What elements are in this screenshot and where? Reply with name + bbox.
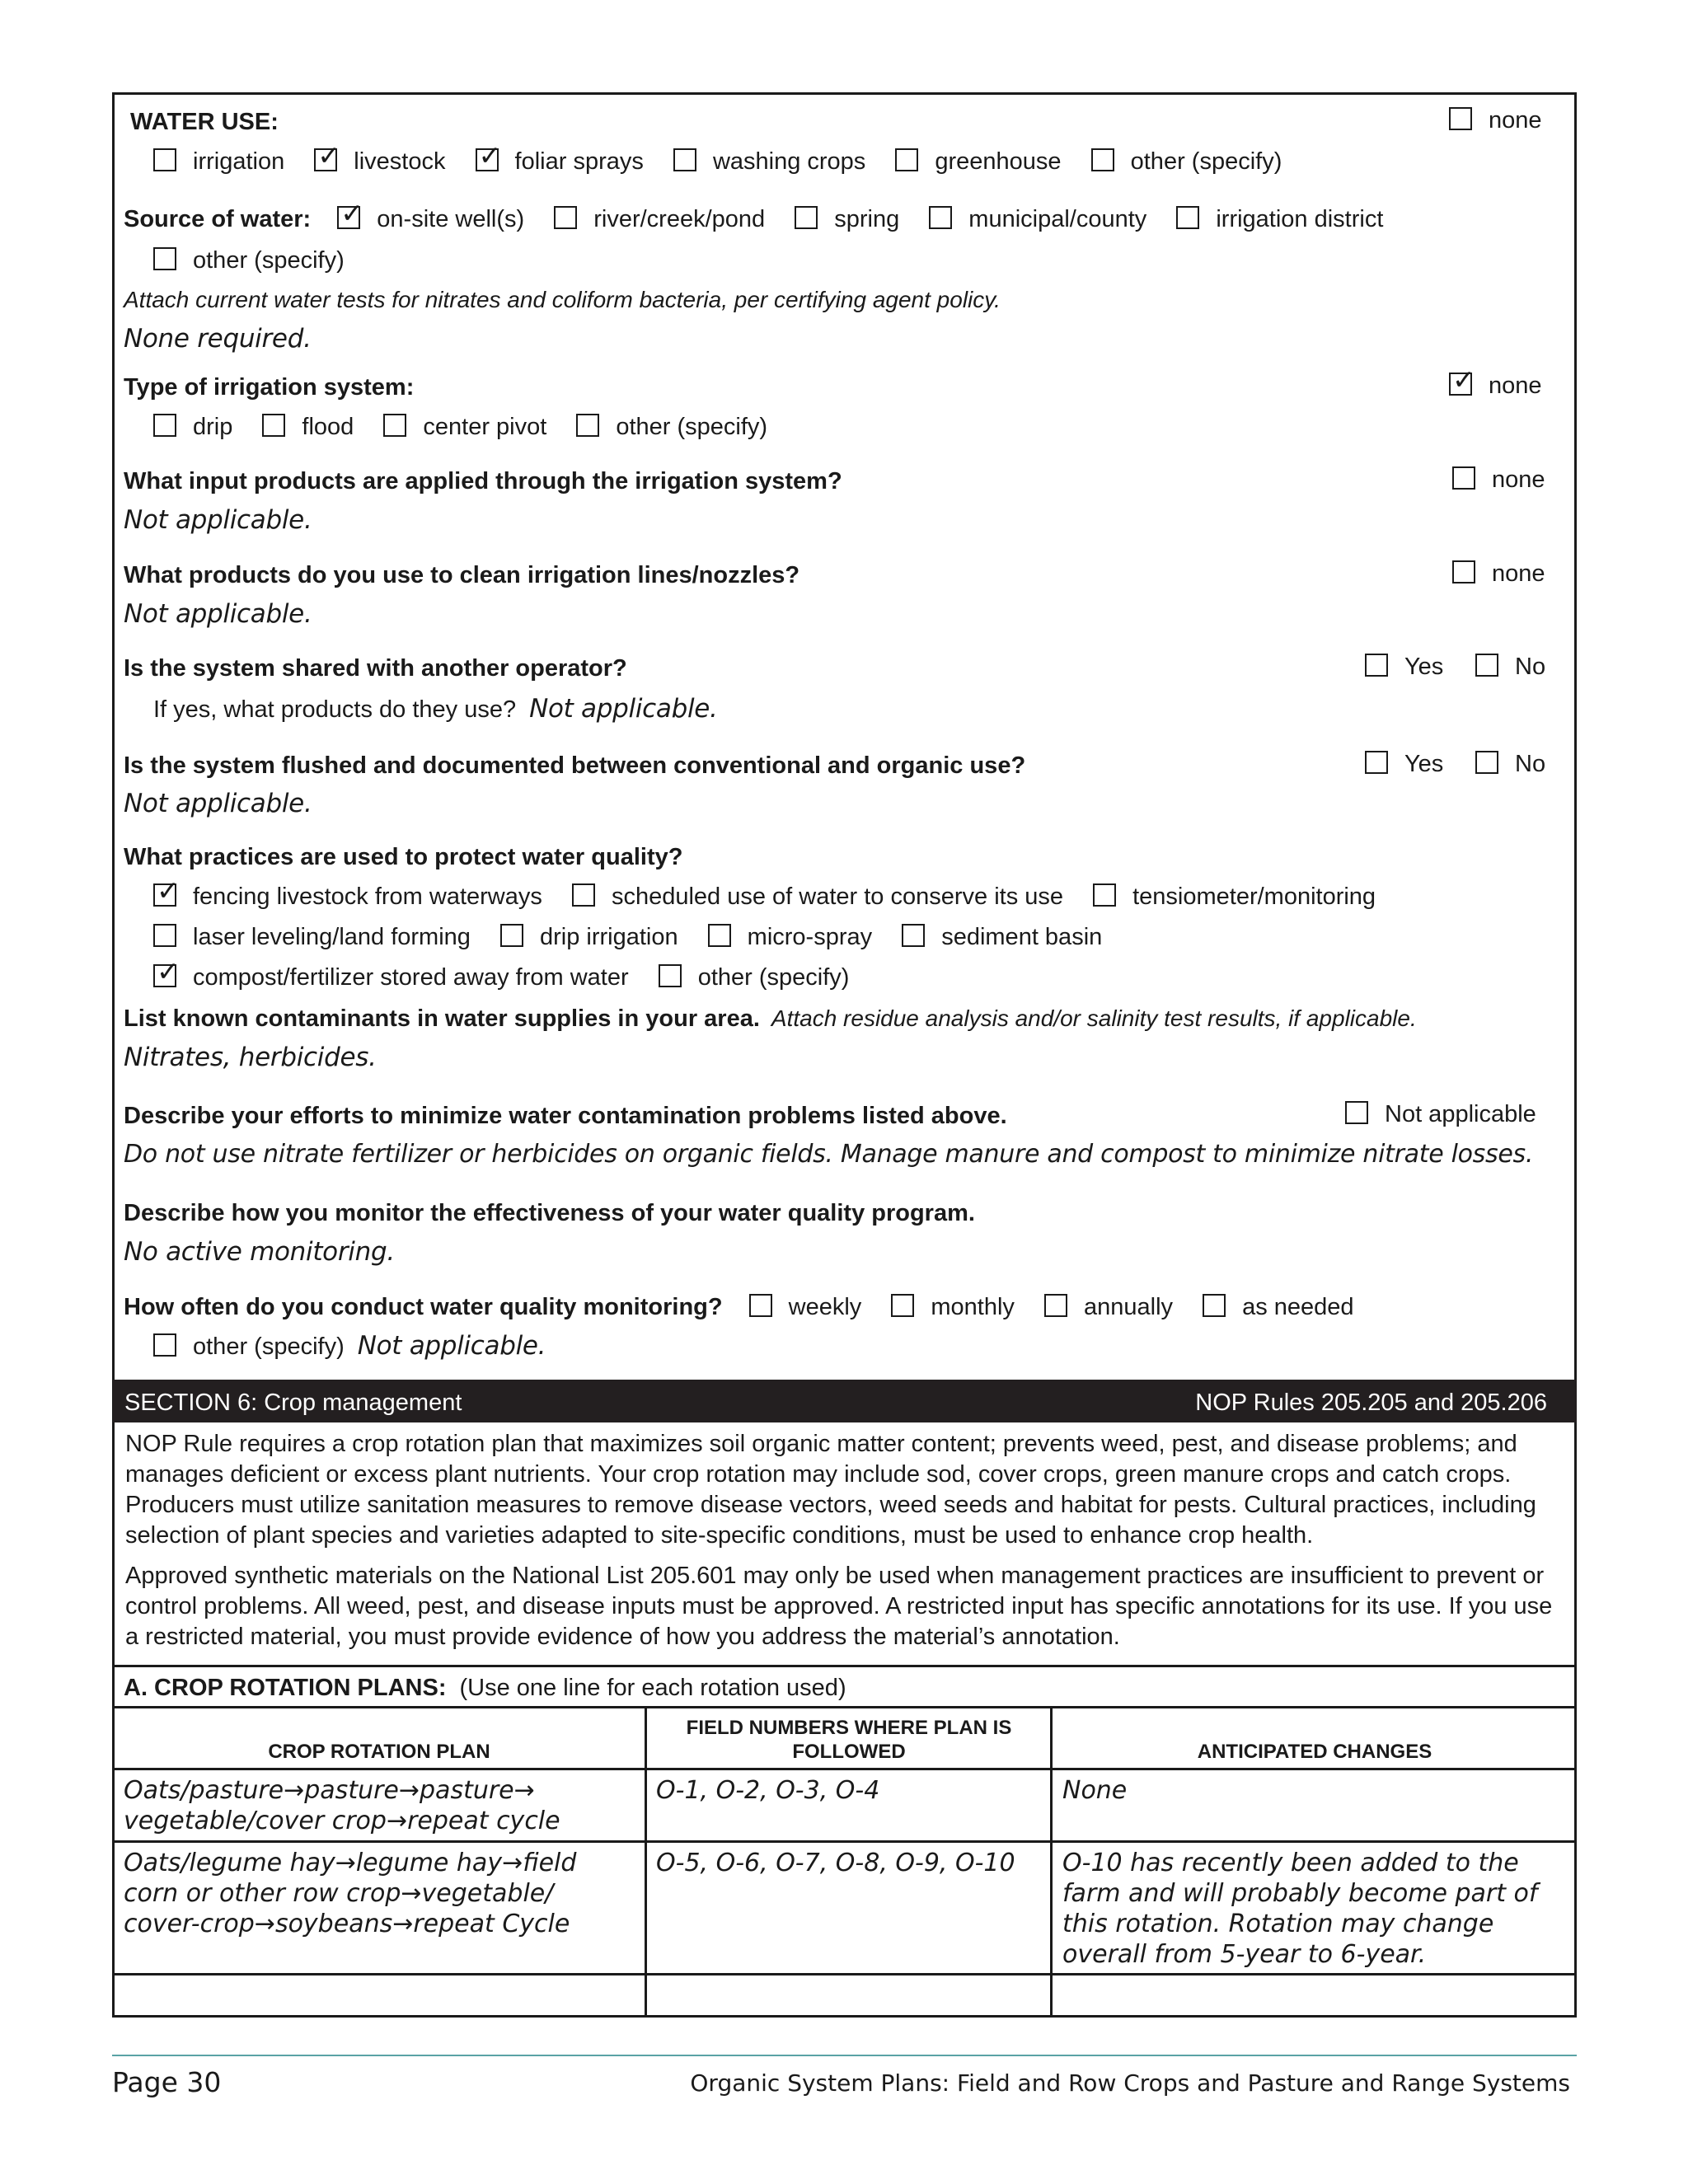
checkbox[interactable] <box>1044 1294 1067 1317</box>
section-title: SECTION 6: Crop management <box>124 1390 462 1416</box>
frequency-row <box>124 1294 1377 1319</box>
option[interactable]: ✓ on-site well(s) <box>337 206 524 232</box>
practices-question: What practices are used to protect water quality? <box>124 844 683 870</box>
shared-question: Is the system shared with another operator? <box>124 655 627 682</box>
shared-followup: If yes, what products do they use? Not applicable. <box>153 694 718 724</box>
footer-rule <box>112 2055 1577 2056</box>
footer-title: Organic System Plans: Field and Row Crops and Pasture and Range Systems <box>690 2069 1570 2097</box>
checkbox[interactable] <box>891 1294 914 1317</box>
clean-lines-question: What products do you use to clean irrigation lines/nozzles? <box>124 562 800 588</box>
divider <box>113 1665 1577 1667</box>
table-cell: Oats/pasture→pasture→pasture→ vegetable/cover crop→repeat cycle <box>124 1776 560 1835</box>
section-paragraph-1: NOP Rule requires a crop rotation plan that maximizes soil organic matter content; prevents weed, pest, and disease problems; and manages deficient or excess plant nutrients. Your crop rotation may include sod, cover crops, green manure crops and catch crops. Producers must utilize sanitation measures to remove disease vectors, weed seeds and habitat for pests. Cultural practices, including selection of plant species and varieties adapted to site-specific conditions, must be used to enhance crop health. <box>125 1431 1536 1549</box>
column-rule <box>1050 1706 1053 2018</box>
checkbox[interactable] <box>1475 654 1498 677</box>
checkbox[interactable]: ✓ <box>476 148 499 171</box>
option[interactable]: micro-spray <box>708 924 872 949</box>
source-title: Source of water: <box>124 206 312 232</box>
checkbox[interactable] <box>153 924 176 947</box>
checkbox[interactable] <box>500 924 523 947</box>
efforts-answer: Do not use nitrate fertilizer or herbicides on organic fields. Manage manure and compost to minimize nitrate losses. <box>124 1140 1534 1169</box>
checkbox[interactable]: ✓ <box>314 148 337 171</box>
checkbox[interactable] <box>383 414 406 437</box>
option[interactable]: ✓ fencing livestock from waterways <box>153 883 542 909</box>
option[interactable]: river/creek/pond <box>554 206 765 232</box>
option[interactable]: annually <box>1044 1294 1173 1319</box>
page-number: Page 30 <box>112 2066 222 2098</box>
checkbox[interactable] <box>1365 654 1388 677</box>
column-header: FIELD NUMBERS WHERE PLAN IS FOLLOWED <box>686 1717 1012 1763</box>
shared-yes[interactable]: Yes <box>1365 654 1443 679</box>
option[interactable]: weekly <box>749 1294 862 1319</box>
source-row <box>124 197 1406 232</box>
option[interactable]: other (specify) <box>1091 148 1282 174</box>
checkbox[interactable] <box>576 414 599 437</box>
checkbox[interactable] <box>929 206 952 229</box>
checkbox[interactable] <box>1365 751 1388 774</box>
monitor-answer: No active monitoring. <box>124 1237 395 1267</box>
monitor-question: Describe how you monitor the effectiveness of your water quality program. <box>124 1200 975 1226</box>
checkbox[interactable]: ✓ <box>153 883 176 907</box>
rotation-title-row: A. CROP ROTATION PLANS: (Use one line for each rotation used) <box>124 1675 846 1701</box>
option[interactable]: other (specify) <box>576 414 767 439</box>
checkbox[interactable] <box>902 924 925 947</box>
option[interactable]: municipal/county <box>929 206 1146 232</box>
checkbox[interactable] <box>659 964 682 987</box>
efforts-not-applicable[interactable]: Not applicable <box>1345 1101 1536 1127</box>
checkbox[interactable] <box>708 924 731 947</box>
practices-row-1 <box>153 874 1399 910</box>
checkbox[interactable] <box>1093 883 1116 907</box>
option[interactable]: drip irrigation <box>500 924 678 949</box>
clean-lines-none[interactable]: none <box>1452 560 1545 586</box>
checkbox[interactable] <box>153 247 176 270</box>
option[interactable]: as needed <box>1203 1294 1353 1319</box>
checkbox[interactable] <box>1176 206 1199 229</box>
irrigation-type-none[interactable]: ✓ none <box>1449 373 1542 398</box>
option[interactable]: tensiometer/monitoring <box>1093 883 1376 909</box>
option[interactable]: ✓ foliar sprays <box>476 148 644 174</box>
shared-no[interactable]: No <box>1475 654 1545 679</box>
water-use-options <box>153 139 1305 175</box>
option[interactable]: irrigation district <box>1176 206 1383 232</box>
column-rule <box>645 1706 647 2018</box>
row-rule <box>113 1973 1577 1975</box>
practices-row-2 <box>153 924 1125 949</box>
option[interactable]: sediment basin <box>902 924 1102 949</box>
source-instruction: Attach current water tests for nitrates and coliform bacteria, per certifying agent policy. <box>124 287 1001 312</box>
checkbox[interactable] <box>795 206 818 229</box>
flushed-question: Is the system flushed and documented between conventional and organic use? <box>124 752 1026 779</box>
contaminants-row: List known contaminants in water supplies in your area. Attach residue analysis and/or salinity test results, if applicable. <box>124 1005 1417 1032</box>
flushed-no[interactable]: No <box>1475 751 1545 776</box>
divider <box>113 1706 1577 1708</box>
flushed-answer: Not applicable. <box>124 789 312 818</box>
option[interactable]: ✓ compost/fertilizer stored away from water <box>153 964 629 990</box>
checkbox[interactable] <box>673 148 696 171</box>
checkbox[interactable] <box>153 414 176 437</box>
row-rule <box>113 1768 1577 1770</box>
column-header: ANTICIPATED CHANGES <box>1197 1741 1432 1763</box>
option[interactable]: spring <box>795 206 899 232</box>
option[interactable]: washing crops <box>673 148 865 174</box>
section-rules: NOP Rules 205.205 and 205.206 <box>1195 1390 1547 1416</box>
checkbox[interactable] <box>1203 1294 1226 1317</box>
column-header: CROP ROTATION PLAN <box>268 1741 490 1763</box>
input-products-none[interactable]: none <box>1452 466 1545 492</box>
checkbox[interactable]: ✓ <box>337 206 360 229</box>
checkbox[interactable]: ✓ <box>153 964 176 987</box>
checkbox[interactable] <box>1475 751 1498 774</box>
checkbox[interactable] <box>153 148 176 171</box>
checkbox[interactable] <box>554 206 577 229</box>
section-paragraph-2: Approved synthetic materials on the National List 205.601 may only be used when management practices are insufficient to prevent or control problems. All weed, pest, and disease inputs must be approved. A restricted input has specific annotations for its use. If you use a restricted material, you must provide evidence of how you address the material’s annotation. <box>125 1563 1553 1650</box>
frequency-other[interactable]: other (specify) Not applicable. <box>153 1333 546 1359</box>
row-rule <box>113 1840 1577 1843</box>
option[interactable]: laser leveling/land forming <box>153 924 471 949</box>
checkbox[interactable] <box>572 883 595 907</box>
section-header <box>113 1380 1577 1422</box>
input-products-question: What input products are applied through the irrigation system? <box>124 468 842 494</box>
irrigation-type-options <box>153 414 790 439</box>
option[interactable]: scheduled use of water to conserve its use <box>572 883 1063 909</box>
checkbox[interactable] <box>1452 466 1475 490</box>
option[interactable]: greenhouse <box>895 148 1061 174</box>
checkbox[interactable] <box>895 148 918 171</box>
input-products-answer: Not applicable. <box>124 505 312 535</box>
efforts-question: Describe your efforts to minimize water contamination problems listed above. <box>124 1103 1007 1129</box>
flushed-yes[interactable]: Yes <box>1365 751 1443 776</box>
clean-lines-answer: Not applicable. <box>124 599 312 629</box>
water-use-title: WATER USE: <box>130 109 279 135</box>
practices-row-3 <box>153 955 872 991</box>
checkbox[interactable] <box>749 1294 772 1317</box>
checkbox[interactable]: ✓ <box>1449 373 1472 396</box>
checkbox[interactable] <box>153 1333 176 1357</box>
checkbox[interactable] <box>1091 148 1114 171</box>
table-cell: None <box>1062 1776 1128 1805</box>
table-cell: Oats/legume hay→legume hay→field corn or other row crop→vegetable/ cover-crop→soybeans→repeat Cycle <box>124 1849 577 1938</box>
contaminants-answer: Nitrates, herbicides. <box>124 1043 377 1072</box>
table-cell: O-5, O-6, O-7, O-8, O-9, O-10 <box>656 1849 1015 1877</box>
option[interactable]: other (specify) <box>659 964 850 990</box>
frequency-question: How often do you conduct water quality monitoring? <box>124 1294 723 1320</box>
source-other[interactable]: other (specify) <box>153 247 345 273</box>
checkbox[interactable] <box>262 414 285 437</box>
option[interactable]: ✓ livestock <box>314 148 445 174</box>
checkbox[interactable] <box>1452 560 1475 583</box>
table-cell: O-10 has recently been added to the farm and will probably become part of this rotation. Rotation may change overall from 5-year to 6-year. <box>1062 1849 1538 1969</box>
option[interactable]: center pivot <box>383 414 546 439</box>
irrigation-type-title: Type of irrigation system: <box>124 374 415 401</box>
option[interactable]: drip <box>153 414 232 439</box>
option[interactable]: flood <box>262 414 354 439</box>
checkbox[interactable] <box>1345 1101 1368 1124</box>
option[interactable]: irrigation <box>153 148 284 174</box>
option[interactable]: monthly <box>891 1294 1015 1319</box>
water-use-none[interactable]: none <box>1449 107 1542 133</box>
table-cell: O-1, O-2, O-3, O-4 <box>656 1776 880 1805</box>
source-answer: None required. <box>124 324 312 354</box>
checkbox[interactable] <box>1449 107 1472 130</box>
